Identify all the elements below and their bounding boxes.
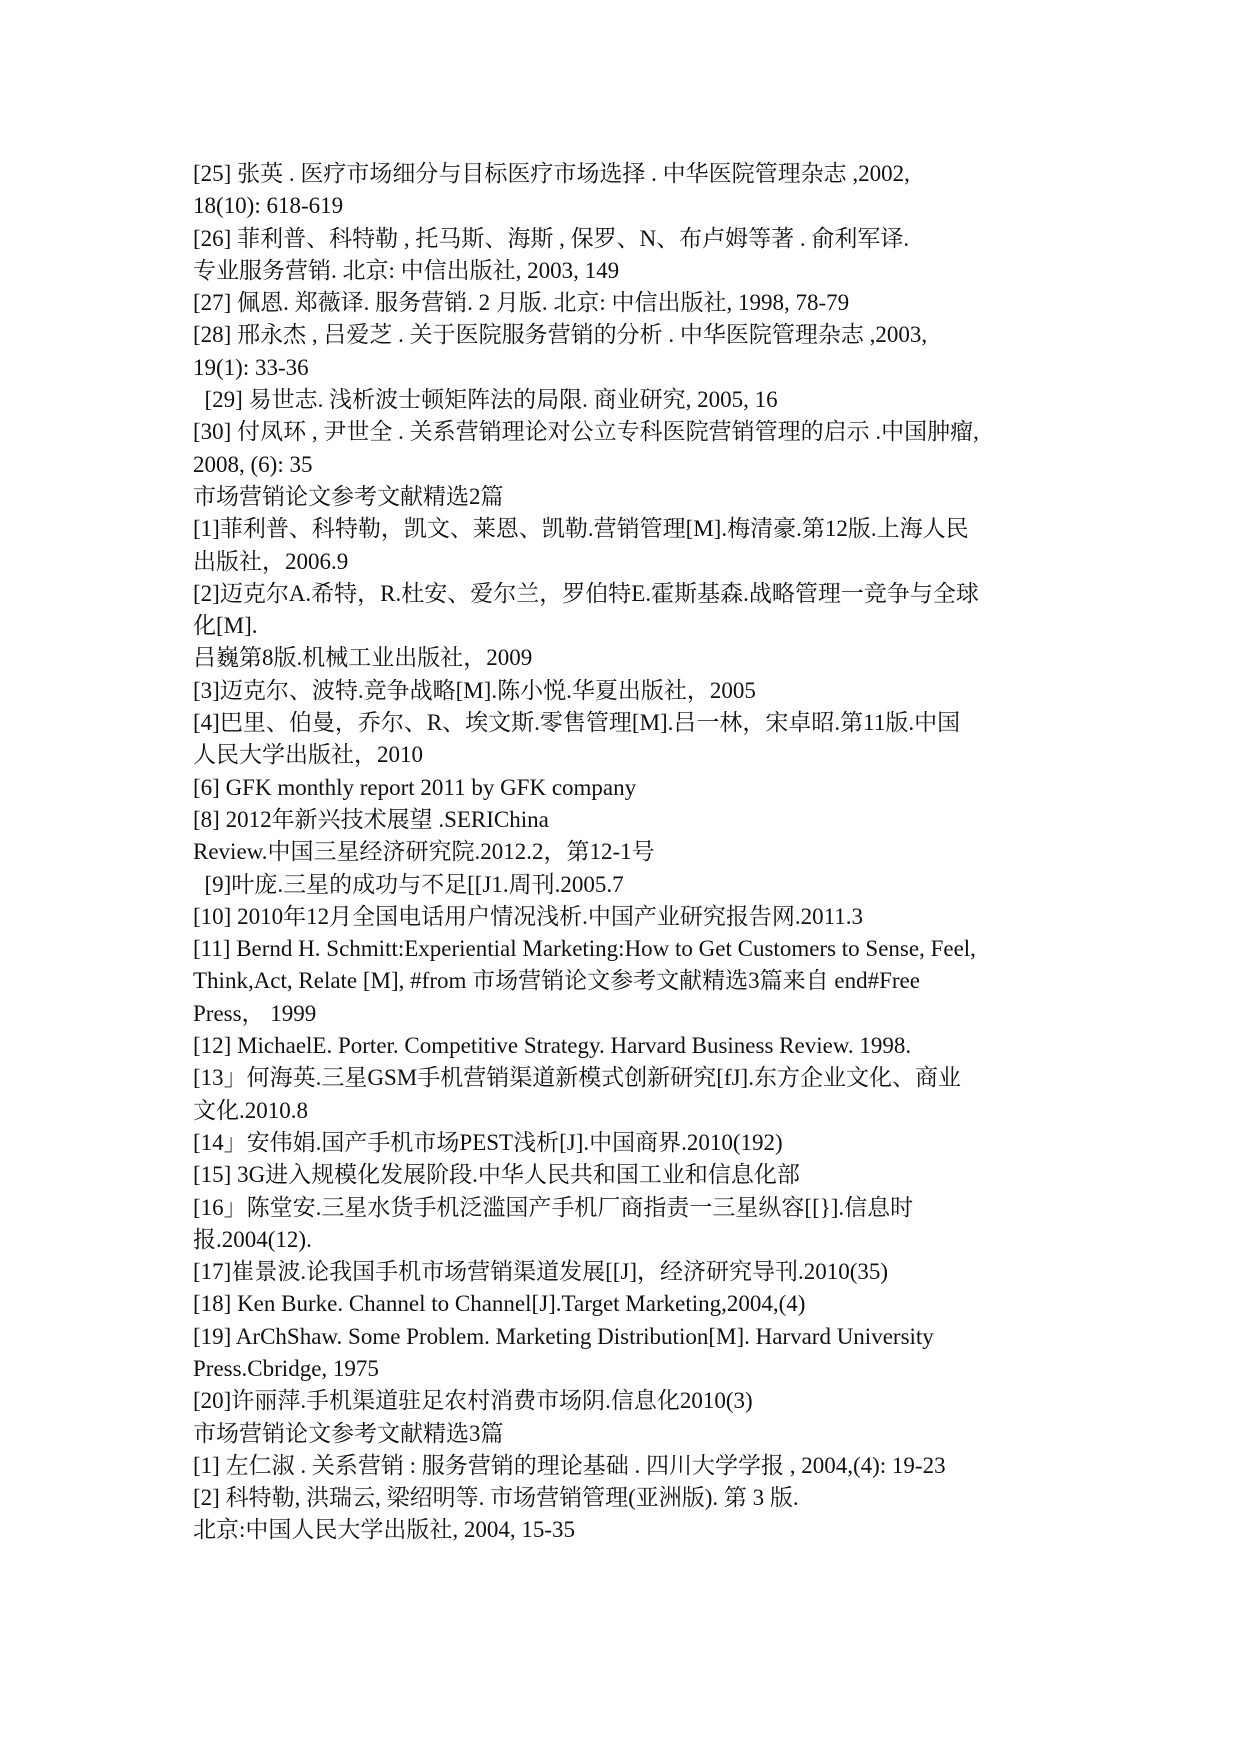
text-line: Review.中国三星经济研究院.2012.2，第12-1号 (193, 839, 655, 865)
text-line: 北京:中国人民大学出版社, 2004, 15-35 (193, 1517, 576, 1543)
text-line: 出版社，2006.9 (193, 548, 349, 574)
text-line: [29] 易世志. 浅析波士顿矩阵法的局限. 商业研究, 2005, 16 (193, 387, 778, 413)
text-line: [13」何海英.三星GSM手机营销渠道新模式创新研究[fJ].东方企业文化、商业 (193, 1065, 961, 1091)
text-line: [3]迈克尔、波特.竞争战略[M].陈小悦.华夏出版社，2005 (193, 677, 756, 703)
text-line: [17]崔景波.论我国手机市场营销渠道发展[[J]，经济研究导刊.2010(35) (193, 1259, 889, 1285)
text-line: [27] 佩恩. 郑薇译. 服务营销. 2 月版. 北京: 中信出版社, 1998, 78-79 (193, 290, 850, 316)
text-line: [12] MichaelE. Porter. Competitive Strategy. Harvard Business Review. 1998. (193, 1033, 912, 1059)
text-line: 2008, (6): 35 (193, 451, 313, 477)
text-line: [6] GFK monthly report 2011 by GFK company (193, 774, 637, 800)
text-line: 文化.2010.8 (193, 1097, 308, 1123)
text-line: [15] 3G进入规模化发展阶段.中华人民共和国工业和信息化部 (193, 1162, 800, 1188)
text-line: 吕巍第8版.机械工业出版社，2009 (193, 645, 533, 671)
text-line: 18(10): 618-619 (193, 193, 344, 219)
text-line: [30] 付凤环 , 尹世全 . 关系营销理论对公立专科医院营销管理的启示 .中国肿瘤, (193, 419, 979, 445)
text-line: [14」安伟娟.国产手机市场PEST浅析[J].中国商界.2010(192) (193, 1129, 783, 1155)
text-line: [25] 张英 . 医疗市场细分与目标医疗市场选择 . 中华医院管理杂志 ,2002, (193, 161, 910, 186)
text-line: [2]迈克尔A.希特，R.杜安、爱尔兰，罗伯特E.霍斯基森.战略管理一竞争与全球 (193, 580, 979, 606)
text-line: [19] ArChShaw. Some Problem. Marketing Distribution[M]. Harvard University (193, 1323, 934, 1349)
text-line: [2] 科特勒, 洪瑞云, 梁绍明等. 市场营销管理(亚洲版). 第 3 版. (193, 1485, 799, 1511)
text-line: [26] 菲利普、科特勒 , 托马斯、海斯 , 保罗、N、布卢姆等著 . 俞利军译. (193, 225, 910, 251)
text-line: Think,Act, Relate [M], #from 市场营销论文参考文献精选3篇来自 end#Free (193, 968, 920, 994)
section-heading: 市场营销论文参考文献精选3篇 (193, 1420, 504, 1446)
text-line: [9]叶庞.三星的成功与不足[[J1.周刊.2005.7 (193, 871, 624, 897)
text-line: 报.2004(12). (193, 1226, 312, 1252)
text-line: 专业服务营销. 北京: 中信出版社, 2003, 149 (193, 257, 620, 283)
text-line: [10] 2010年12月全国电话用户情况浅析.中国产业研究报告网.2011.3 (193, 903, 863, 929)
text-line: [11] Bernd H. Schmitt:Experiential Marketing:How to Get Customers to Sense, Feel, (193, 936, 976, 962)
text-line: [4]巴里、伯曼，乔尔、R、埃文斯.零售管理[M].吕一林，宋卓昭.第11版.中国 (193, 710, 961, 736)
text-line: [16」陈堂安.三星水货手机泛滥国产手机厂商指责一三星纵容[[}].信息时 (193, 1194, 914, 1220)
text-line: [18] Ken Burke. Channel to Channel[J].Target Marketing,2004,(4) (193, 1291, 806, 1317)
text-line: Press， 1999 (193, 1000, 317, 1026)
text-line: 化[M]. (193, 613, 258, 639)
section-heading: 市场营销论文参考文献精选2篇 (193, 483, 504, 509)
text-line: [1] 左仁淑 . 关系营销 : 服务营销的理论基础 . 四川大学学报 , 2004,(4): 19-23 (193, 1452, 946, 1478)
reference-list (193, 158, 1073, 1547)
text-line: [8] 2012年新兴技术展望 .SERIChina (193, 806, 549, 832)
text-line: 人民大学出版社，2010 (193, 742, 423, 768)
text-line: [20]许丽萍.手机渠道驻足农村消费市场阴.信息化2010(3) (193, 1388, 753, 1414)
text-line: [1]菲利普、科特勒，凯文、莱恩、凯勒.营销管理[M].梅清豪.第12版.上海人民 (193, 516, 969, 542)
text-line: 19(1): 33-36 (193, 354, 309, 380)
text-line: Press.Cbridge, 1975 (193, 1355, 379, 1381)
text-line: [28] 邢永杰 , 吕爱芝 . 关于医院服务营销的分析 . 中华医院管理杂志 ,2003, (193, 322, 928, 348)
